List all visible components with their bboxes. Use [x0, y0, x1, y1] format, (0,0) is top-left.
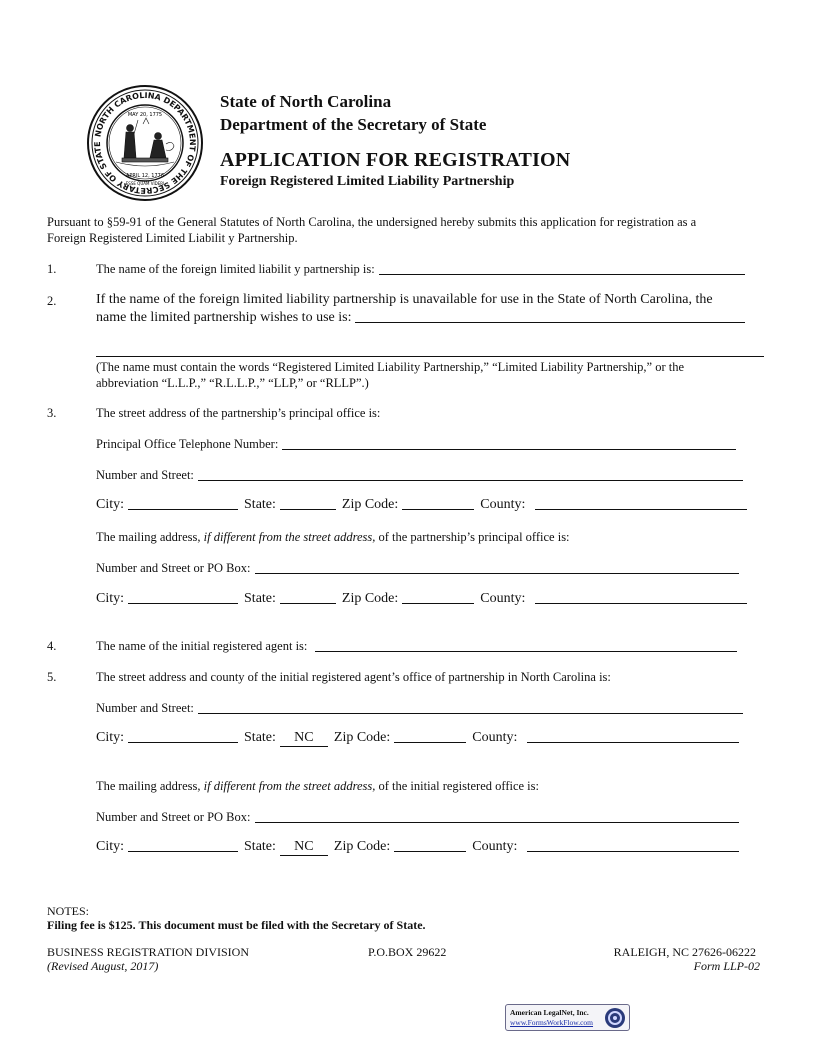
principal-county-field[interactable]	[535, 508, 747, 510]
filing-fee-note: Filing fee is $125. This document must be filed with the Secretary of State.	[47, 918, 426, 932]
phone-label: Principal Office Telephone Number:	[96, 437, 279, 451]
principal-city-label: City:	[96, 497, 125, 512]
alternate-name-field-line-2[interactable]	[96, 356, 764, 357]
item-2-label: name the limited partnership wishes to use is:	[96, 310, 352, 325]
agent-city-row	[96, 730, 739, 747]
alternate-name-field[interactable]	[355, 321, 745, 323]
registered-agent-field[interactable]	[315, 650, 737, 652]
name-note-line-2: abbreviation “L.L.P.,” “R.L.L.P.,” “LLP,” or “RLLP”.)	[96, 376, 369, 390]
item-number-5: 5.	[47, 670, 57, 684]
agent-county-label: County:	[472, 730, 518, 745]
agent-mailing-zip-field[interactable]	[394, 850, 466, 852]
agent-zip-label: Zip Code:	[333, 730, 391, 745]
principal-county-label: County:	[480, 497, 526, 512]
agent-state-field[interactable]: NC	[280, 730, 328, 747]
agent-mailing-street-row	[96, 810, 739, 825]
item-number-4: 4.	[47, 639, 57, 653]
item-1-row	[96, 262, 745, 277]
svg-text:NORTH CAROLINA DEPARTMENT OF T	[93, 91, 197, 195]
principal-mailing-state-field[interactable]	[280, 602, 336, 604]
principal-mailing-zip-label: Zip Code:	[341, 591, 399, 606]
agent-mailing-city-label: City:	[96, 839, 125, 854]
principal-state-field[interactable]	[280, 508, 336, 510]
principal-mailing-street-row	[96, 561, 739, 576]
formsworkflow-badge[interactable]	[505, 1004, 630, 1031]
footer-city: RALEIGH, NC 27626-06222	[613, 945, 756, 959]
agent-city-field[interactable]	[128, 741, 238, 743]
notes-label: NOTES:	[47, 904, 89, 918]
agent-mailing-state-label: State:	[244, 839, 276, 854]
item-2-line-1: If the name of the foreign limited liability partnership is unavailable for use in the State of North Carolina, the	[96, 292, 713, 307]
footer-division: BUSINESS REGISTRATION DIVISION	[47, 945, 250, 959]
intro-line-1: Pursuant to §59-91 of the General Statutes of North Carolina, the undersigned hereby submits this application for registration as a	[47, 215, 697, 229]
badge-company: American LegalNet, Inc.	[510, 1008, 589, 1017]
principal-mailing-zip-field[interactable]	[402, 602, 474, 604]
principal-city-row	[96, 497, 747, 513]
badge-url[interactable]: www.FormsWorkFlow.com	[510, 1018, 594, 1027]
principal-mailing-street-field[interactable]	[255, 572, 739, 574]
principal-zip-label: Zip Code:	[341, 497, 399, 512]
item-4-label: The name of the initial registered agent is:	[96, 639, 308, 653]
agent-mailing-city-field[interactable]	[128, 850, 238, 852]
agent-mailing-state-field[interactable]: NC	[280, 839, 328, 856]
seal-ring-text: NORTH CAROLINA DEPARTMENT OF THE SECRETARY OF STATE	[92, 90, 198, 196]
principal-mailing-street-label: Number and Street or PO Box:	[96, 561, 251, 575]
agent-street-label: Number and Street:	[96, 701, 194, 715]
principal-mailing-state-label: State:	[244, 591, 276, 606]
item-1-label: The name of the foreign limited liabilit y partnership is:	[96, 262, 375, 276]
seal-date-2: APRIL 12, 1776	[125, 173, 165, 179]
seal-motto: ESSE QUAM VIDERI	[125, 181, 165, 186]
item-number-3: 3.	[47, 406, 57, 420]
agent-mailing-street-field[interactable]	[255, 821, 739, 823]
agent-mailing-city-row	[96, 839, 739, 856]
principal-mailing-city-field[interactable]	[128, 602, 238, 604]
item-number-2: 2.	[47, 294, 57, 308]
footer-form-number: Form LLP-02	[693, 959, 760, 973]
header-state: State of North Carolina	[220, 92, 392, 111]
mailing-suffix-office: of the partnership’s principal office is:	[378, 530, 570, 544]
header-department: Department of the Secretary of State	[220, 115, 487, 134]
agent-city-label: City:	[96, 730, 125, 745]
principal-mailing-city-row	[96, 591, 747, 607]
form-title: APPLICATION FOR REGISTRATION	[220, 149, 571, 171]
principal-street-field[interactable]	[198, 479, 743, 481]
item-4-row	[96, 639, 737, 654]
partnership-name-field[interactable]	[379, 273, 745, 275]
seal-date-1: MAY 20, 1775	[127, 112, 163, 118]
principal-mailing-county-field[interactable]	[535, 602, 747, 604]
principal-zip-field[interactable]	[402, 508, 474, 510]
agent-street-field[interactable]	[198, 712, 743, 714]
intro-line-2: Foreign Registered Limited Liabilit y Partnership.	[47, 231, 298, 245]
item-2-row	[96, 310, 745, 326]
principal-phone-field[interactable]	[282, 448, 736, 450]
principal-city-field[interactable]	[128, 508, 238, 510]
form-subtitle: Foreign Registered Limited Liability Partnership	[220, 174, 515, 189]
agent-zip-field[interactable]	[394, 741, 466, 743]
agent-mailing-county-field[interactable]	[527, 850, 739, 852]
agent-county-field[interactable]	[527, 741, 739, 743]
state-seal	[86, 84, 204, 202]
agent-mailing-prefix: The mailing address,	[96, 779, 201, 793]
agent-street-row	[96, 701, 743, 716]
phone-row	[96, 437, 736, 452]
item-3-label: The street address of the partnership’s principal office is:	[96, 406, 381, 420]
footer-pobox: P.O.BOX 29622	[368, 945, 447, 959]
name-note-line-1: (The name must contain the words “Registered Limited Liability Partnership,” “Limited Liability Partnership,” or the	[96, 360, 685, 374]
mailing-prefix: The mailing address,	[96, 530, 201, 544]
agent-mailing-intro	[96, 779, 539, 794]
principal-mailing-county-label: County:	[480, 591, 526, 606]
item-number-1: 1.	[47, 262, 57, 276]
mailing-suffix-registered: of the initial registered office is:	[378, 779, 539, 793]
principal-mailing-city-label: City:	[96, 591, 125, 606]
principal-street-label: Number and Street:	[96, 468, 194, 482]
globe-icon	[604, 1007, 626, 1029]
agent-mailing-italic: if different from the street address,	[203, 779, 376, 793]
principal-mailing-intro	[96, 530, 570, 545]
agent-mailing-county-label: County:	[472, 839, 518, 854]
agent-mailing-zip-label: Zip Code:	[333, 839, 391, 854]
principal-state-label: State:	[244, 497, 276, 512]
item-5-label: The street address and county of the initial registered agent’s office of partnership in North Carolina is:	[96, 670, 611, 684]
agent-mailing-street-label: Number and Street or PO Box:	[96, 810, 251, 824]
mailing-italic: if different from the street address,	[203, 530, 376, 544]
footer-revised: (Revised August, 2017)	[47, 959, 159, 973]
principal-street-row	[96, 468, 743, 483]
agent-state-label: State:	[244, 730, 276, 745]
